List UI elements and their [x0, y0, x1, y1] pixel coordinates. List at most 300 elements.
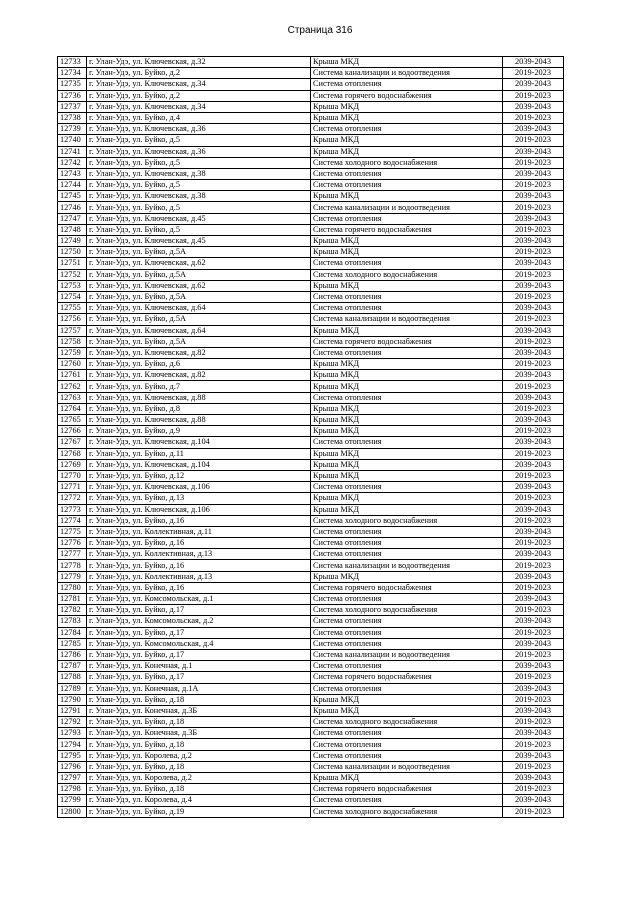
work-type-cell: Система отопления — [311, 627, 503, 638]
period-cell: 2039-2043 — [503, 594, 564, 605]
period-cell: 2039-2043 — [503, 728, 564, 739]
period-cell: 2019-2023 — [503, 649, 564, 660]
address-cell: г. Улан-Удэ, ул. Ключевская, д.62 — [87, 280, 311, 291]
address-cell: г. Улан-Удэ, ул. Ключевская, д.82 — [87, 347, 311, 358]
table-row — [58, 448, 564, 459]
work-type-cell: Система холодного водоснабжения — [311, 157, 503, 168]
period-cell: 2039-2043 — [503, 280, 564, 291]
address-cell: г. Улан-Удэ, ул. Буйко, д.9 — [87, 426, 311, 437]
row-number-cell: 12772 — [58, 493, 87, 504]
period-cell: 2039-2043 — [503, 750, 564, 761]
address-cell: г. Улан-Удэ, ул. Буйко, д.5А — [87, 247, 311, 258]
row-number-cell: 12792 — [58, 717, 87, 728]
address-cell: г. Улан-Удэ, ул. Королева, д.2 — [87, 773, 311, 784]
table-row — [58, 582, 564, 593]
row-number-cell: 12761 — [58, 370, 87, 381]
address-cell: г. Улан-Удэ, ул. Буйко, д.17 — [87, 649, 311, 660]
work-type-cell: Система отопления — [311, 213, 503, 224]
period-cell: 2039-2043 — [503, 549, 564, 560]
address-cell: г. Улан-Удэ, ул. Буйко, д.2 — [87, 90, 311, 101]
work-type-cell: Система отопления — [311, 739, 503, 750]
row-number-cell: 12797 — [58, 773, 87, 784]
work-type-cell: Крыша МКД — [311, 571, 503, 582]
work-type-cell: Система отопления — [311, 482, 503, 493]
address-cell: г. Улан-Удэ, ул. Буйко, д.2 — [87, 68, 311, 79]
work-type-cell: Крыша МКД — [311, 773, 503, 784]
work-type-cell: Крыша МКД — [311, 191, 503, 202]
table-row — [58, 717, 564, 728]
table-row — [58, 370, 564, 381]
address-cell: г. Улан-Удэ, ул. Буйко, д.17 — [87, 605, 311, 616]
row-number-cell: 12790 — [58, 694, 87, 705]
work-type-cell: Система холодного водоснабжения — [311, 717, 503, 728]
row-number-cell: 12733 — [58, 57, 87, 68]
table-row — [58, 638, 564, 649]
row-number-cell: 12751 — [58, 258, 87, 269]
work-type-cell: Система отопления — [311, 616, 503, 627]
work-type-cell: Крыша МКД — [311, 705, 503, 716]
work-type-cell: Система отопления — [311, 683, 503, 694]
address-cell: г. Улан-Удэ, ул. Буйко, д.13 — [87, 493, 311, 504]
period-cell: 2019-2023 — [503, 627, 564, 638]
work-type-cell: Система отопления — [311, 303, 503, 314]
work-type-cell: Система отопления — [311, 594, 503, 605]
table-row — [58, 403, 564, 414]
table-row — [58, 493, 564, 504]
work-type-cell: Система отопления — [311, 526, 503, 537]
address-cell: г. Улан-Удэ, ул. Ключевская, д.64 — [87, 303, 311, 314]
row-number-cell: 12796 — [58, 761, 87, 772]
table-row — [58, 303, 564, 314]
period-cell: 2039-2043 — [503, 616, 564, 627]
period-cell: 2019-2023 — [503, 68, 564, 79]
work-type-cell: Крыша МКД — [311, 146, 503, 157]
period-cell: 2019-2023 — [503, 157, 564, 168]
address-cell: г. Улан-Удэ, ул. Буйко, д.7 — [87, 381, 311, 392]
row-number-cell: 12769 — [58, 459, 87, 470]
period-cell: 2019-2023 — [503, 470, 564, 481]
address-cell: г. Улан-Удэ, ул. Конечная, д.3Б — [87, 728, 311, 739]
work-type-cell: Крыша МКД — [311, 448, 503, 459]
period-cell: 2039-2043 — [503, 638, 564, 649]
row-number-cell: 12770 — [58, 470, 87, 481]
row-number-cell: 12781 — [58, 594, 87, 605]
work-type-cell: Крыша МКД — [311, 370, 503, 381]
address-cell: г. Улан-Удэ, ул. Ключевская, д.106 — [87, 504, 311, 515]
period-cell: 2039-2043 — [503, 258, 564, 269]
address-cell: г. Улан-Удэ, ул. Буйко, д.16 — [87, 560, 311, 571]
work-type-cell: Система отопления — [311, 750, 503, 761]
row-number-cell: 12756 — [58, 314, 87, 325]
work-type-cell: Система канализации и водоотведения — [311, 314, 503, 325]
address-cell: г. Улан-Удэ, ул. Комсомольская, д.1 — [87, 594, 311, 605]
address-cell: г. Улан-Удэ, ул. Ключевская, д.82 — [87, 370, 311, 381]
address-cell: г. Улан-Удэ, ул. Буйко, д.5 — [87, 157, 311, 168]
period-cell: 2019-2023 — [503, 202, 564, 213]
address-cell: г. Улан-Удэ, ул. Ключевская, д.34 — [87, 101, 311, 112]
row-number-cell: 12745 — [58, 191, 87, 202]
period-cell: 2019-2023 — [503, 224, 564, 235]
address-cell: г. Улан-Удэ, ул. Буйко, д.12 — [87, 470, 311, 481]
work-type-cell: Крыша МКД — [311, 381, 503, 392]
work-type-cell: Система отопления — [311, 538, 503, 549]
address-cell: г. Улан-Удэ, ул. Комсомольская, д.2 — [87, 616, 311, 627]
row-number-cell: 12794 — [58, 739, 87, 750]
row-number-cell: 12746 — [58, 202, 87, 213]
row-number-cell: 12793 — [58, 728, 87, 739]
period-cell: 2039-2043 — [503, 705, 564, 716]
address-cell: г. Улан-Удэ, ул. Буйко, д.18 — [87, 761, 311, 772]
address-cell: г. Улан-Удэ, ул. Комсомольская, д.4 — [87, 638, 311, 649]
table-row — [58, 795, 564, 806]
row-number-cell: 12737 — [58, 101, 87, 112]
period-cell: 2039-2043 — [503, 773, 564, 784]
row-number-cell: 12743 — [58, 168, 87, 179]
work-type-cell: Система горячего водоснабжения — [311, 672, 503, 683]
work-type-cell: Система холодного водоснабжения — [311, 806, 503, 817]
table-row — [58, 605, 564, 616]
table-row — [58, 683, 564, 694]
table-row — [58, 157, 564, 168]
work-type-cell: Крыша МКД — [311, 359, 503, 370]
row-number-cell: 12771 — [58, 482, 87, 493]
period-cell: 2019-2023 — [503, 269, 564, 280]
period-cell: 2019-2023 — [503, 381, 564, 392]
row-number-cell: 12750 — [58, 247, 87, 258]
table-row — [58, 90, 564, 101]
table-row — [58, 325, 564, 336]
row-number-cell: 12736 — [58, 90, 87, 101]
address-cell: г. Улан-Удэ, ул. Буйко, д.5А — [87, 314, 311, 325]
row-number-cell: 12784 — [58, 627, 87, 638]
period-cell: 2019-2023 — [503, 448, 564, 459]
period-cell: 2039-2043 — [503, 437, 564, 448]
address-cell: г. Улан-Удэ, ул. Буйко, д.11 — [87, 448, 311, 459]
row-number-cell: 12753 — [58, 280, 87, 291]
address-cell: г. Улан-Удэ, ул. Ключевская, д.62 — [87, 258, 311, 269]
address-cell: г. Улан-Удэ, ул. Конечная, д.1А — [87, 683, 311, 694]
work-type-cell: Система отопления — [311, 180, 503, 191]
table-row — [58, 459, 564, 470]
row-number-cell: 12742 — [58, 157, 87, 168]
work-type-cell: Система холодного водоснабжения — [311, 269, 503, 280]
address-cell: г. Улан-Удэ, ул. Буйко, д.5А — [87, 336, 311, 347]
table-row — [58, 526, 564, 537]
work-type-cell: Крыша МКД — [311, 459, 503, 470]
table-row — [58, 437, 564, 448]
table-row — [58, 57, 564, 68]
period-cell: 2039-2043 — [503, 79, 564, 90]
table-row — [58, 247, 564, 258]
period-cell: 2019-2023 — [503, 560, 564, 571]
period-cell: 2019-2023 — [503, 672, 564, 683]
row-number-cell: 12735 — [58, 79, 87, 90]
table-row — [58, 761, 564, 772]
table-row — [58, 347, 564, 358]
period-cell: 2019-2023 — [503, 493, 564, 504]
address-cell: г. Улан-Удэ, ул. Буйко, д.16 — [87, 582, 311, 593]
period-cell: 2039-2043 — [503, 57, 564, 68]
address-cell: г. Улан-Удэ, ул. Ключевская, д.45 — [87, 236, 311, 247]
table-row — [58, 482, 564, 493]
work-type-cell: Крыша МКД — [311, 694, 503, 705]
address-cell: г. Улан-Удэ, ул. Буйко, д.17 — [87, 627, 311, 638]
period-cell: 2039-2043 — [503, 236, 564, 247]
address-cell: г. Улан-Удэ, ул. Буйко, д.4 — [87, 112, 311, 123]
row-number-cell: 12789 — [58, 683, 87, 694]
work-type-cell: Крыша МКД — [311, 325, 503, 336]
address-cell: г. Улан-Удэ, ул. Конечная, д.1 — [87, 661, 311, 672]
work-type-cell: Крыша МКД — [311, 135, 503, 146]
table-row — [58, 236, 564, 247]
row-number-cell: 12795 — [58, 750, 87, 761]
address-cell: г. Улан-Удэ, ул. Ключевская, д.34 — [87, 79, 311, 90]
address-cell: г. Улан-Удэ, ул. Королева, д.2 — [87, 750, 311, 761]
period-cell: 2039-2043 — [503, 571, 564, 582]
address-cell: г. Улан-Удэ, ул. Коллективная, д.13 — [87, 549, 311, 560]
address-cell: г. Улан-Удэ, ул. Королева, д.4 — [87, 795, 311, 806]
address-cell: г. Улан-Удэ, ул. Буйко, д.6 — [87, 359, 311, 370]
row-number-cell: 12758 — [58, 336, 87, 347]
address-cell: г. Улан-Удэ, ул. Ключевская, д.32 — [87, 57, 311, 68]
row-number-cell: 12734 — [58, 68, 87, 79]
work-type-cell: Система канализации и водоотведения — [311, 202, 503, 213]
address-cell: г. Улан-Удэ, ул. Буйко, д.5 — [87, 135, 311, 146]
period-cell: 2019-2023 — [503, 582, 564, 593]
table-row — [58, 426, 564, 437]
address-cell: г. Улан-Удэ, ул. Коллективная, д.11 — [87, 526, 311, 537]
period-cell: 2039-2043 — [503, 370, 564, 381]
work-type-cell: Система холодного водоснабжения — [311, 605, 503, 616]
row-number-cell: 12764 — [58, 403, 87, 414]
work-type-cell: Крыша МКД — [311, 493, 503, 504]
address-cell: г. Улан-Удэ, ул. Ключевская, д.64 — [87, 325, 311, 336]
row-number-cell: 12754 — [58, 291, 87, 302]
period-cell: 2019-2023 — [503, 336, 564, 347]
table-row — [58, 258, 564, 269]
period-cell: 2019-2023 — [503, 717, 564, 728]
row-number-cell: 12786 — [58, 649, 87, 660]
row-number-cell: 12777 — [58, 549, 87, 560]
period-cell: 2019-2023 — [503, 90, 564, 101]
row-number-cell: 12776 — [58, 538, 87, 549]
table-row — [58, 135, 564, 146]
work-type-cell: Система отопления — [311, 728, 503, 739]
period-cell: 2019-2023 — [503, 314, 564, 325]
table-row — [58, 594, 564, 605]
row-number-cell: 12738 — [58, 112, 87, 123]
address-cell: г. Улан-Удэ, ул. Буйко, д.5 — [87, 224, 311, 235]
address-cell: г. Улан-Удэ, ул. Ключевская, д.104 — [87, 459, 311, 470]
work-type-cell: Система отопления — [311, 168, 503, 179]
table-row — [58, 661, 564, 672]
address-cell: г. Улан-Удэ, ул. Ключевская, д.104 — [87, 437, 311, 448]
work-type-cell: Система отопления — [311, 638, 503, 649]
period-cell: 2019-2023 — [503, 359, 564, 370]
table-row — [58, 705, 564, 716]
table-row — [58, 112, 564, 123]
row-number-cell: 12782 — [58, 605, 87, 616]
period-cell: 2039-2043 — [503, 459, 564, 470]
address-cell: г. Улан-Удэ, ул. Буйко, д.5 — [87, 202, 311, 213]
table-row — [58, 549, 564, 560]
row-number-cell: 12747 — [58, 213, 87, 224]
table-row — [58, 79, 564, 90]
address-cell: г. Улан-Удэ, ул. Конечная, д.3Б — [87, 705, 311, 716]
address-cell: г. Улан-Удэ, ул. Буйко, д.18 — [87, 784, 311, 795]
address-cell: г. Улан-Удэ, ул. Буйко, д.16 — [87, 538, 311, 549]
work-type-cell: Система канализации и водоотведения — [311, 649, 503, 660]
address-cell: г. Улан-Удэ, ул. Буйко, д.5 — [87, 180, 311, 191]
row-number-cell: 12748 — [58, 224, 87, 235]
table-row — [58, 101, 564, 112]
table-row — [58, 750, 564, 761]
address-cell: г. Улан-Удэ, ул. Ключевская, д.106 — [87, 482, 311, 493]
table-row — [58, 515, 564, 526]
table-row — [58, 168, 564, 179]
table-row — [58, 739, 564, 750]
address-cell: г. Улан-Удэ, ул. Буйко, д.18 — [87, 739, 311, 750]
period-cell: 2039-2043 — [503, 146, 564, 157]
table-row — [58, 470, 564, 481]
table-row — [58, 191, 564, 202]
period-cell: 2019-2023 — [503, 761, 564, 772]
registry-table-body — [58, 57, 564, 818]
row-number-cell: 12787 — [58, 661, 87, 672]
period-cell: 2039-2043 — [503, 325, 564, 336]
row-number-cell: 12759 — [58, 347, 87, 358]
row-number-cell: 12766 — [58, 426, 87, 437]
row-number-cell: 12799 — [58, 795, 87, 806]
period-cell: 2039-2043 — [503, 482, 564, 493]
period-cell: 2039-2043 — [503, 213, 564, 224]
work-type-cell: Система отопления — [311, 549, 503, 560]
table-row — [58, 504, 564, 515]
work-type-cell: Система горячего водоснабжения — [311, 784, 503, 795]
row-number-cell: 12780 — [58, 582, 87, 593]
period-cell: 2019-2023 — [503, 806, 564, 817]
row-number-cell: 12767 — [58, 437, 87, 448]
row-number-cell: 12768 — [58, 448, 87, 459]
table-row — [58, 649, 564, 660]
table-row — [58, 392, 564, 403]
address-cell: г. Улан-Удэ, ул. Ключевская, д.38 — [87, 191, 311, 202]
table-row — [58, 571, 564, 582]
work-type-cell: Система отопления — [311, 347, 503, 358]
table-row — [58, 560, 564, 571]
address-cell: г. Улан-Удэ, ул. Коллективная, д.13 — [87, 571, 311, 582]
table-row — [58, 180, 564, 191]
work-type-cell: Система отопления — [311, 437, 503, 448]
period-cell: 2039-2043 — [503, 526, 564, 537]
work-type-cell: Крыша МКД — [311, 247, 503, 258]
row-number-cell: 12783 — [58, 616, 87, 627]
row-number-cell: 12762 — [58, 381, 87, 392]
row-number-cell: 12788 — [58, 672, 87, 683]
row-number-cell: 12798 — [58, 784, 87, 795]
table-row — [58, 616, 564, 627]
table-row — [58, 269, 564, 280]
row-number-cell: 12760 — [58, 359, 87, 370]
registry-table — [57, 56, 564, 818]
table-row — [58, 124, 564, 135]
address-cell: г. Улан-Удэ, ул. Ключевская, д.88 — [87, 415, 311, 426]
work-type-cell: Система холодного водоснабжения — [311, 515, 503, 526]
table-row — [58, 694, 564, 705]
work-type-cell: Система горячего водоснабжения — [311, 582, 503, 593]
row-number-cell: 12779 — [58, 571, 87, 582]
address-cell: г. Улан-Удэ, ул. Буйко, д.19 — [87, 806, 311, 817]
work-type-cell: Система отопления — [311, 291, 503, 302]
work-type-cell: Система канализации и водоотведения — [311, 761, 503, 772]
period-cell: 2019-2023 — [503, 739, 564, 750]
period-cell: 2019-2023 — [503, 784, 564, 795]
table-row — [58, 336, 564, 347]
address-cell: г. Улан-Удэ, ул. Буйко, д.8 — [87, 403, 311, 414]
period-cell: 2019-2023 — [503, 291, 564, 302]
row-number-cell: 12800 — [58, 806, 87, 817]
period-cell: 2039-2043 — [503, 101, 564, 112]
period-cell: 2039-2043 — [503, 124, 564, 135]
work-type-cell: Система канализации и водоотведения — [311, 560, 503, 571]
work-type-cell: Крыша МКД — [311, 504, 503, 515]
period-cell: 2019-2023 — [503, 112, 564, 123]
period-cell: 2039-2043 — [503, 168, 564, 179]
work-type-cell: Система горячего водоснабжения — [311, 224, 503, 235]
row-number-cell: 12775 — [58, 526, 87, 537]
work-type-cell: Крыша МКД — [311, 280, 503, 291]
period-cell: 2039-2043 — [503, 191, 564, 202]
work-type-cell: Система отопления — [311, 258, 503, 269]
work-type-cell: Система отопления — [311, 795, 503, 806]
work-type-cell: Крыша МКД — [311, 470, 503, 481]
period-cell: 2039-2043 — [503, 795, 564, 806]
period-cell: 2039-2043 — [503, 415, 564, 426]
period-cell: 2019-2023 — [503, 403, 564, 414]
period-cell: 2039-2043 — [503, 683, 564, 694]
work-type-cell: Система горячего водоснабжения — [311, 90, 503, 101]
table-row — [58, 728, 564, 739]
table-row — [58, 627, 564, 638]
table-row — [58, 291, 564, 302]
row-number-cell: 12785 — [58, 638, 87, 649]
address-cell: г. Улан-Удэ, ул. Ключевская, д.38 — [87, 168, 311, 179]
address-cell: г. Улан-Удэ, ул. Ключевская, д.88 — [87, 392, 311, 403]
work-type-cell: Крыша МКД — [311, 415, 503, 426]
row-number-cell: 12774 — [58, 515, 87, 526]
period-cell: 2019-2023 — [503, 605, 564, 616]
work-type-cell: Крыша МКД — [311, 236, 503, 247]
period-cell: 2039-2043 — [503, 347, 564, 358]
row-number-cell: 12755 — [58, 303, 87, 314]
table-row — [58, 202, 564, 213]
row-number-cell: 12752 — [58, 269, 87, 280]
address-cell: г. Улан-Удэ, ул. Буйко, д.5А — [87, 269, 311, 280]
row-number-cell: 12791 — [58, 705, 87, 716]
period-cell: 2019-2023 — [503, 515, 564, 526]
address-cell: г. Улан-Удэ, ул. Буйко, д.16 — [87, 515, 311, 526]
address-cell: г. Улан-Удэ, ул. Ключевская, д.45 — [87, 213, 311, 224]
table-row — [58, 773, 564, 784]
table-row — [58, 784, 564, 795]
period-cell: 2039-2043 — [503, 392, 564, 403]
work-type-cell: Система горячего водоснабжения — [311, 336, 503, 347]
row-number-cell: 12741 — [58, 146, 87, 157]
row-number-cell: 12773 — [58, 504, 87, 515]
table-row — [58, 538, 564, 549]
work-type-cell: Крыша МКД — [311, 57, 503, 68]
address-cell: г. Улан-Удэ, ул. Буйко, д.18 — [87, 717, 311, 728]
